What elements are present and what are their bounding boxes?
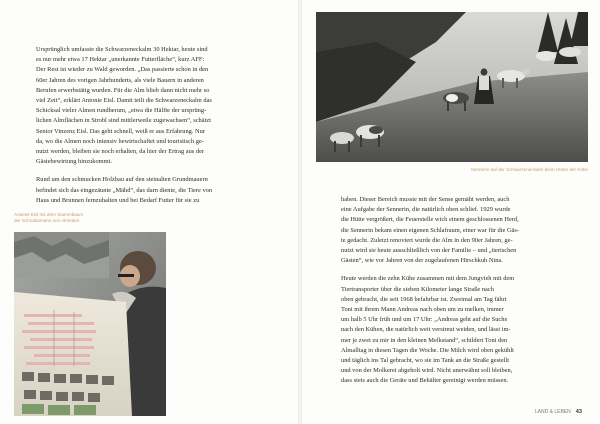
page-number: 43 (575, 409, 582, 415)
page-footer (535, 409, 582, 415)
photo-caption-cows: Sennerin auf der Schwarzeneckalm beim Hüten der Kühe (470, 167, 588, 172)
right-paragraph-2: Heute werden die zehn Kühe zusammen mit dem Jungvieh mit dem Tiertransporter über die sieben Kilometer lange Straße nach oben gebracht, die seit 1968 befahrbar ist. Zweimal am Tag fährt Toni mit ihrem Mann Andreas nach oben um zu melken, immer um halb 5 Uhr früh und um 17 Uhr: „Andreas geht auf die Suche nach den Kühen, die natürlich weit verstreut weiden, und lässt im- mer je zwei zu mir in den kleinen Melkstand“, schildert Toni den Almalltag in diesen Tagen die Woche. Die Milch wird oben gekühlt und täglich ins Tal gebracht, wo sie im Tank an die Straße gestellt und von der Molkerei abgeholt wird. Nicht unerwähnt soll bleiben, dass stets auch die Geräte und Behälter gereinigt werden müssen. (341, 275, 515, 385)
page-gutter (298, 0, 302, 424)
family-tree-photo-image (14, 232, 166, 416)
right-paragraph-1: haben. Dieser Bereich musste mit der Sense gemäht werden, auch eine Aufgabe der Sennerin, die natürlich oben schlief. 1929 wurde die Hütte vergrößert, die Feuerstelle wich einem geschlossenen Herd, die Sennerin bekam einen eigenen Schlafraum, einer war für die Gäs- te gedacht. Zuletzt renoviert wurde die Alm in den 90er Jahren, ge- nutzt wird sie heute ausschließlich von der Familie – und „tierischen Gästen“, wie vor Jahren von der zugelaufenen Hirschkuh Nina. (341, 196, 519, 265)
left-paragraph-1: Ursprünglich umfasste die Schwarzeneckalm 30 Hektar, heute sind es nur mehr etwa 17 Hektar „unerkannte Futterfläche“, kurz AFF: Der Rest ist wieder zu Wald geworden. „Das passierte schon in den 60er Jahren des vorigen Jahrhunderts, als viele Bauern in anderen Berufen erwerbstätig wurden. Für die Alm blieb dann nicht mehr so viel Zeit“, erklärt Antonie Eisl. Damit teilt die Schwarzeneckalm das Schicksal vieler Almen rundherum, „etwa die Hälfte der ursprüng- lichen Almflächen in Strobl sind mittlerweile zugewachsen“, schätzt Senior Vinzenz Eisl. Das geht schnell, weiß er aus Erfahrung. Nur da, wo die Almen noch intensiv bewirtschaftet und touristisch ge- nutzt werden, bleiben sie noch erhalten, da hier der Ertrag aus der Gästebewirtung hinzukommt. (36, 46, 212, 166)
photo-family-tree (14, 232, 166, 416)
left-paragraph-2: Rund um den schmucken Holzbau auf den steinalten Grundmauern befindet sich das eingezäunte „Mähd“, das darn diente, die Tiere von Haus und Brunnen fernzuhalten und bei Bedarf Futter für sie zu (36, 176, 213, 204)
footer-section-label: LAND & LEBEN (534, 409, 571, 415)
left-text-column (36, 45, 267, 214)
photo-cows-pasture (316, 12, 588, 162)
cows-photo-image (316, 12, 588, 162)
photo-caption-man: Antonie Eisl mit dem Stammbaum der Schnabnmann von Almeden (14, 212, 84, 223)
right-text-column (341, 195, 569, 395)
